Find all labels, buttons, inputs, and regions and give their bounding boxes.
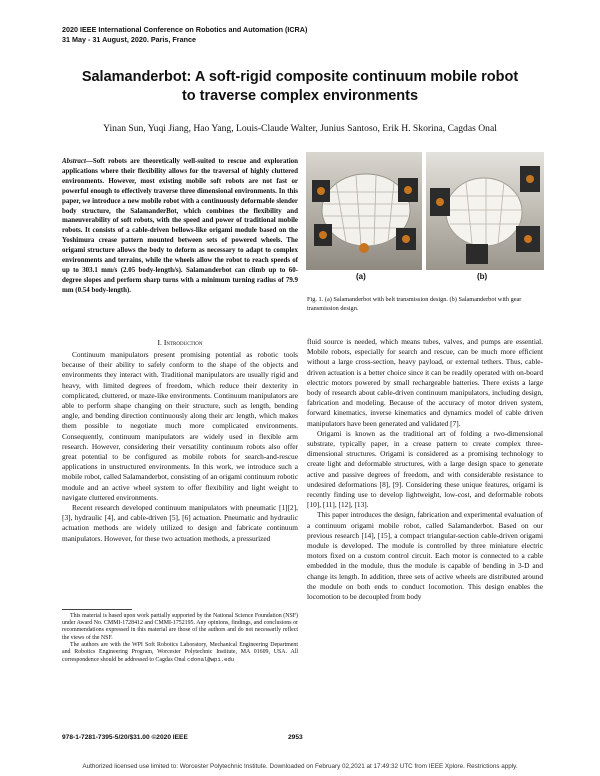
abstract-lead: Abstract	[62, 157, 86, 165]
paper-title	[40, 68, 560, 106]
figure-caption: Fig. 1. (a) Salamanderbot with belt transmission design. (b) Salamanderbot with gear transmission design.	[307, 296, 522, 312]
footnote-rule	[62, 609, 132, 610]
footnote-affiliation-text: The authors are with the WPI Soft Robotics Laboratory, Mechanical Engineering Department and Robotics Engineering Program, Worcester Polytechnic Institute, MA 01609, USA. All correspondence should be addressed to Cagdas Onal	[62, 641, 298, 664]
page-number: 2953	[288, 734, 303, 741]
left-column-body	[62, 350, 298, 544]
title-line-2: to traverse complex environments	[181, 88, 419, 104]
footnote	[62, 613, 298, 664]
robot-photo-gear	[426, 152, 544, 270]
isbn-copyright: 978-1-7281-7395-5/20/$31.00 ©2020 IEEE	[62, 734, 188, 741]
footnote-email: cdonal@wpi.edu	[187, 656, 235, 664]
section-title: Introduction	[163, 338, 203, 347]
paragraph: fluid source is needed, which means tubes, valves, and pumps are essential. Mobile robots, especially for search and rescue, can be much more efficient without a large cross-section, heavy payload, or external tethers. Thus, cable-driven actuation is a better choice since it can be readily operated with on-board electric motors powered by small rechargeable batteries. There exists a large body of research about cable-driven continuum manipulators, including design, fabrication and modeling. Because of the accuracy of motor driven system, forward kinematics, inverse kinematics and dynamics model of cable driven manipulators have been generated and validated [7].	[307, 337, 543, 428]
right-column-body	[307, 337, 543, 602]
figure-photo-b	[426, 152, 544, 270]
abstract-text: —Soft robots are theoretically well-suited to rescue and exploration applications where their flexibility allows for the traversal of highly cluttered environments. However, most existing mobile soft robots are not fast or powerful enough to effectively traverse three dimensional environments. In this paper, we introduce a new mobile robot with a continuously deformable slender body structure, the SalamanderBot, which combines the flexibility and maneuverability of soft robots, with the speed and power of traditional mobile robots. It consists of a cable-driven bellows-like origami module based on the Yoshimura crease pattern mounted between sets of powered wheels. The origami structure allows the body to deform as necessary to adapt to complex environments and terrains, while the wheels allow the robot to reach speeds of up to 303.1 mm/s (2.05 body-length/s). Salamanderbot can climb up to 60-degree slopes and perform sharp turns with a minimum turning radius of 79.9 mm (0.54 body-length).	[62, 157, 298, 294]
paragraph: Origami is known as the traditional art of folding a two-dimensional substrate, typically paper, in a crease pattern to create complex three-dimensional structures. Origami is considered as a promising technology to create light and deformable structures, with a large design space to generate active and passive degrees of freedom, and with considerable resistance to undesired deformations [8], [9]. Considering these unique features, origami is recently finding use to develop lightweight, low-cost, and deformable robots [10], [11], [12], [13].	[307, 428, 543, 510]
conference-name: 2020 IEEE International Conference on Robotics and Automation (ICRA)	[62, 25, 308, 34]
paragraph: This paper introduces the design, fabrication and experimental evaluation of a continuum origami mobile robot, called Salamanderbot. Based on our previous research [14], [15], a compact triangular-section cable-driven origami module is developed. The module is controlled by three miniature electric motors fixed on a custom control circuit. Each motor is connected to a cable embedded in the module, thus the module is capable of bending in 3-D and change its length. In addition, three sets of active wheels are distributed around the module on both ends to conduct locomotion. This design enables the locomotion to be decoupled from body	[307, 510, 543, 602]
license-notice: Authorized licensed use limited to: Worcester Polytechnic Institute. Downloaded on February 02,2021 at 17:49:32 UTC from IEEE Xplore. Restrictions apply.	[82, 763, 518, 770]
footnote-funding: This material is based upon work partially supported by the National Science Foundation (NSF) under Award No. CMMI-1728412 and CMMI-1752195. Any opinions, findings, and conclusions or recommendations expressed in this material are those of the authors and do not necessarily reflect the views of the NSF.	[62, 613, 298, 641]
paragraph: Recent research developed continuum manipulators with pneumatic [1][2], [3], hydraulic [4], and cable-driven [5], [6] actuation. Pneumatic and hydraulic actuation methods are widely utilized to design and fabricate continuum manipulators. However, for these two actuation methods, a pressurized	[62, 503, 298, 543]
footnote-affiliation	[62, 642, 298, 665]
section-number: I.	[157, 338, 162, 347]
conference-header	[62, 25, 307, 44]
figure-photo-a	[306, 152, 422, 270]
title-line-1: Salamanderbot: A soft-rigid composite continuum mobile robot	[81, 69, 519, 85]
author-list: Yinan Sun, Yuqi Jiang, Hao Yang, Louis-Claude Walter, Junius Santoso, Erik H. Skorina, Cagdas Onal	[103, 123, 497, 134]
figure-label-b: (b)	[477, 272, 488, 281]
paragraph: Continuum manipulators present promising potential as robotic tools because of their ability to safely conform to the shape of the objects and environments they interact with. Traditional manipulators are usually rigid and heavy, with limited degrees of freedom, which reduce their dexterity in complicated, cluttered, or maze-like environments. Continuum manipulators are able to perform shape changing on their structure, such as length, bending angle, and bending direction continuously along their arc length, which makes them possible to negotiate much more complicated environments. Consequently, continuum manipulators are widely used in flexible arm research. However, considering their versatility continuum robots also offer great potential to be configured as mobile robots for search-and-rescue applications in unstructured environments. In this work, we introduce such a mobile robot, called Salamanderbot, consisting of an origami continuum robotic module and an active wheel system to offer flexibility and light weight to navigate cluttered environments.	[62, 350, 298, 502]
conference-dates: 31 May - 31 August, 2020. Paris, France	[62, 34, 196, 44]
section-heading	[62, 338, 298, 347]
figure-label-a: (a)	[356, 272, 366, 281]
robot-photo-belt	[306, 152, 422, 270]
abstract	[62, 157, 298, 296]
